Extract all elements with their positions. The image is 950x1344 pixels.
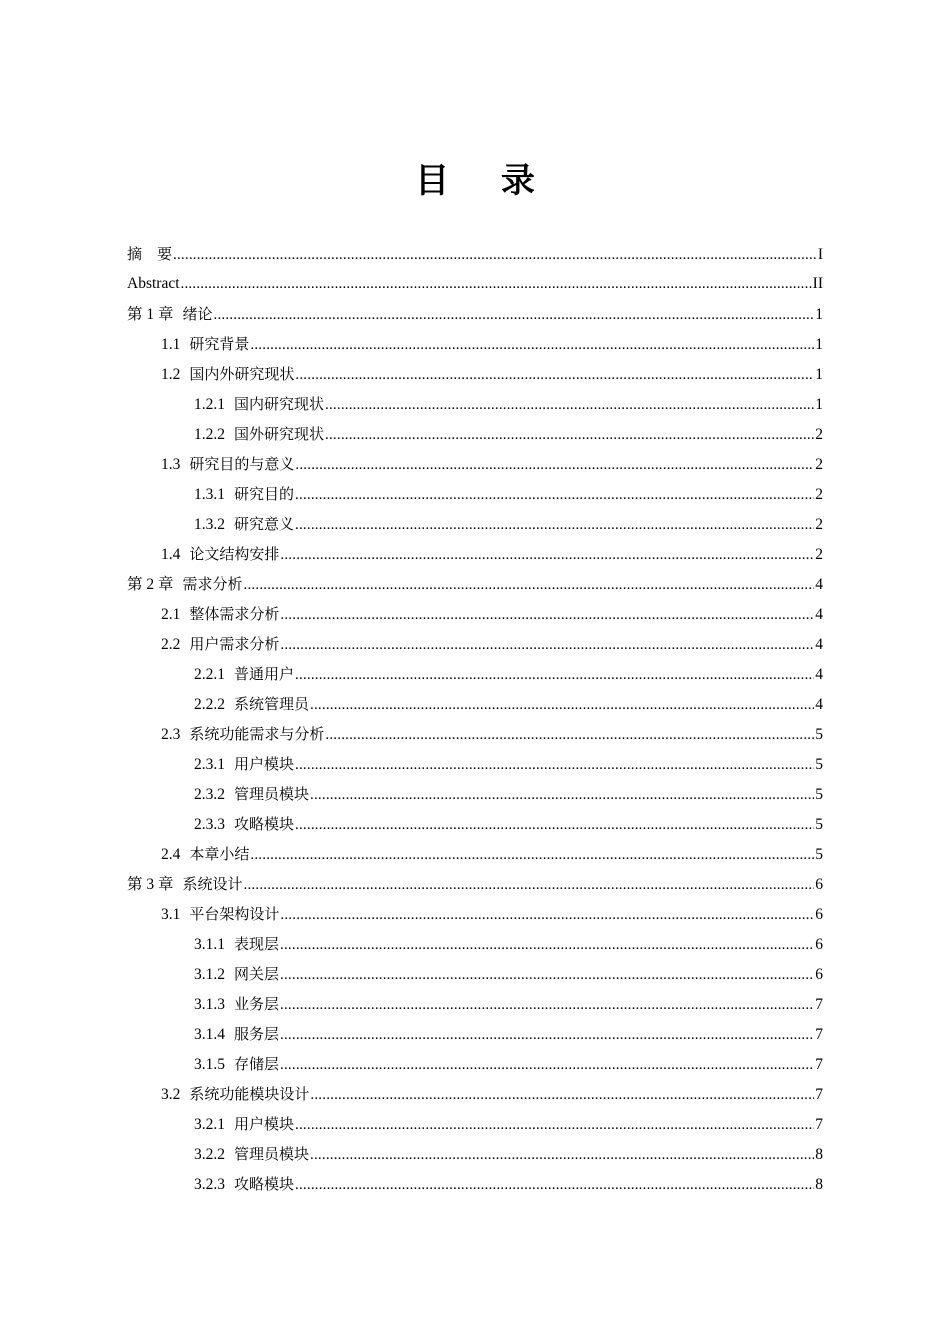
toc-entry-title: 存储层 [234,1055,280,1073]
toc-dot-leader [280,1050,814,1080]
toc-entry-number: 2.2 [161,636,181,653]
toc-entry[interactable] [127,1169,823,1199]
toc-dot-leader [325,390,814,420]
toc-entry-page: 8 [815,1176,823,1193]
toc-entry[interactable] [127,569,823,599]
toc-entry[interactable] [127,659,823,689]
toc-entry-number: 3.1.4 [194,1026,225,1043]
toc-entry-number: 2.3.2 [194,786,225,803]
toc-entry-page: 1 [815,396,823,413]
toc-entry-number: 3.1.3 [194,996,225,1013]
toc-entry-page: 5 [815,786,823,803]
toc-entry[interactable] [127,1079,823,1109]
toc-entry[interactable] [127,269,823,299]
table-of-contents [127,239,823,1199]
toc-dot-leader [295,360,814,390]
toc-entry-page: 6 [815,936,823,953]
toc-entry-title: 攻略模块 [234,1175,295,1193]
toc-entry-number: 1.2 [161,366,181,383]
toc-entry-page: 7 [815,1056,823,1073]
toc-entry-number: 第 3 章 [127,876,174,893]
toc-entry-number: 1.4 [161,546,181,563]
toc-entry-title: 研究背景 [189,335,250,353]
toc-dot-leader [181,269,812,299]
toc-entry-page: 5 [815,816,823,833]
toc-entry[interactable] [127,1109,823,1139]
toc-entry[interactable] [127,1139,823,1169]
toc-entry-title: 国内研究现状 [234,395,325,413]
toc-dot-leader [295,450,814,480]
toc-entry-page: 4 [815,606,823,623]
toc-entry-title: 需求分析 [182,575,243,593]
toc-entry[interactable] [127,449,823,479]
toc-entry[interactable] [127,869,823,899]
toc-entry-number: 3.2.2 [194,1146,225,1163]
toc-entry-number: 2.2.2 [194,696,225,713]
toc-entry-number: 1.3 [161,456,181,473]
toc-entry[interactable] [127,809,823,839]
toc-entry[interactable] [127,689,823,719]
toc-dot-leader [280,600,814,630]
toc-dot-leader [325,720,814,750]
toc-entry[interactable] [127,299,823,329]
toc-entry-page: 6 [815,906,823,923]
toc-entry-number: 2.3.3 [194,816,225,833]
toc-entry-number: 2.3.1 [194,756,225,773]
toc-entry-title: 用户模块 [234,755,295,773]
toc-entry-page: 4 [815,576,823,593]
toc-dot-leader [295,1110,814,1140]
toc-entry-number: 2.3 [161,726,181,743]
toc-dot-leader [295,1170,814,1200]
toc-entry[interactable] [127,329,823,359]
toc-entry-page: 2 [815,516,823,533]
toc-entry-page: 4 [815,636,823,653]
toc-entry-number: 3.2 [161,1086,181,1103]
toc-entry-title: 系统功能需求与分析 [189,725,325,743]
toc-entry-title: 系统功能模块设计 [189,1085,310,1103]
toc-entry-title: 国内外研究现状 [189,365,295,383]
toc-dot-leader [214,300,815,330]
toc-entry-page: 1 [815,306,823,323]
toc-entry-number: 1.3.1 [194,486,225,503]
toc-entry-page: 7 [815,1026,823,1043]
toc-entry-page: I [817,246,823,263]
toc-entry-page: 2 [815,426,823,443]
toc-entry-page: 2 [815,486,823,503]
toc-dot-leader [310,1140,814,1170]
toc-dot-leader [280,900,814,930]
toc-entry-title: 摘 要 [127,245,173,263]
toc-entry-page: 5 [815,726,823,743]
toc-entry-number: 3.1.1 [194,936,225,953]
toc-entry-number: 3.1.2 [194,966,225,983]
toc-entry[interactable] [127,779,823,809]
toc-dot-leader [244,870,815,900]
toc-entry-title: 用户模块 [234,1115,295,1133]
toc-entry[interactable] [127,479,823,509]
toc-entry[interactable] [127,749,823,779]
toc-entry[interactable] [127,359,823,389]
toc-entry[interactable] [127,629,823,659]
toc-dot-leader [280,1020,814,1050]
toc-dot-leader [295,660,814,690]
toc-dot-leader [280,960,814,990]
toc-entry-title: 表现层 [234,935,280,953]
toc-dot-leader [310,1080,814,1110]
toc-entry[interactable] [127,839,823,869]
toc-entry-number: 1.2.1 [194,396,225,413]
toc-entry-title: 本章小结 [189,845,250,863]
toc-entry-title: 业务层 [234,995,280,1013]
toc-entry-title: 研究目的 [234,485,295,503]
toc-dot-leader [280,630,814,660]
toc-entry-page: 4 [815,666,823,683]
toc-entry-number: 2.4 [161,846,181,863]
toc-dot-leader [310,780,814,810]
toc-entry[interactable] [127,929,823,959]
toc-entry-page: 6 [815,876,823,893]
toc-dot-leader [280,540,814,570]
toc-dot-leader [325,420,814,450]
toc-dot-leader [280,990,814,1020]
toc-entry-page: 7 [815,1116,823,1133]
toc-entry-title: 国外研究现状 [234,425,325,443]
toc-entry-number: 1.1 [161,336,181,353]
toc-dot-leader [295,480,814,510]
toc-dot-leader [173,240,817,270]
toc-entry-title: 用户需求分析 [189,635,280,653]
toc-entry-page: 1 [815,366,823,383]
toc-entry-number: 3.2.1 [194,1116,225,1133]
toc-entry-number: 3.2.3 [194,1176,225,1193]
toc-entry[interactable] [127,1019,823,1049]
toc-entry[interactable] [127,539,823,569]
toc-entry-page: 7 [815,1086,823,1103]
toc-entry-number: 3.1 [161,906,181,923]
toc-entry[interactable] [127,599,823,629]
toc-entry[interactable] [127,389,823,419]
toc-entry-page: II [812,275,823,292]
toc-entry[interactable] [127,509,823,539]
toc-entry-page: 6 [815,966,823,983]
toc-entry-page: 1 [815,336,823,353]
toc-entry-title: 整体需求分析 [189,605,280,623]
toc-entry-number: 3.1.5 [194,1056,225,1073]
toc-entry[interactable] [127,719,823,749]
toc-entry-page: 4 [815,696,823,713]
toc-entry-title: 管理员模块 [234,1145,310,1163]
toc-entry-title: 研究目的与意义 [189,455,295,473]
toc-entry-title: 系统管理员 [234,695,310,713]
toc-entry-number: 1.2.2 [194,426,225,443]
toc-entry-title: 平台架构设计 [189,905,280,923]
toc-entry-number: 第 1 章 [127,306,174,323]
toc-entry[interactable] [127,239,823,269]
toc-entry-number: 第 2 章 [127,576,174,593]
toc-dot-leader [295,510,814,540]
toc-entry[interactable] [127,1049,823,1079]
toc-dot-leader [295,750,814,780]
toc-entry-page: 2 [815,546,823,563]
toc-entry-title: 绪论 [182,305,213,323]
toc-entry-page: 5 [815,846,823,863]
toc-entry-title: 研究意义 [234,515,295,533]
toc-dot-leader [250,840,814,870]
toc-entry[interactable] [127,959,823,989]
toc-entry-page: 5 [815,756,823,773]
toc-entry[interactable] [127,899,823,929]
toc-entry-number: 2.2.1 [194,666,225,683]
toc-entry-page: 7 [815,996,823,1013]
toc-entry-page: 8 [815,1146,823,1163]
toc-entry-page: 2 [815,456,823,473]
toc-entry-number: 2.1 [161,606,181,623]
toc-dot-leader [295,810,814,840]
toc-entry-number: 1.3.2 [194,516,225,533]
toc-dot-leader [244,570,815,600]
toc-entry[interactable] [127,989,823,1019]
toc-entry-title: 系统设计 [182,875,243,893]
toc-entry-title: 攻略模块 [234,815,295,833]
toc-entry[interactable] [127,419,823,449]
toc-entry-title: 普通用户 [234,665,295,683]
toc-dot-leader [250,330,814,360]
toc-dot-leader [280,930,814,960]
toc-entry-title: 服务层 [234,1025,280,1043]
toc-entry-title: 管理员模块 [234,785,310,803]
toc-entry-title: 网关层 [234,965,280,983]
toc-dot-leader [310,690,814,720]
page-title: 目 录 [415,161,555,201]
toc-entry-title: 论文结构安排 [189,545,280,563]
toc-entry-title: Abstract [127,275,180,292]
